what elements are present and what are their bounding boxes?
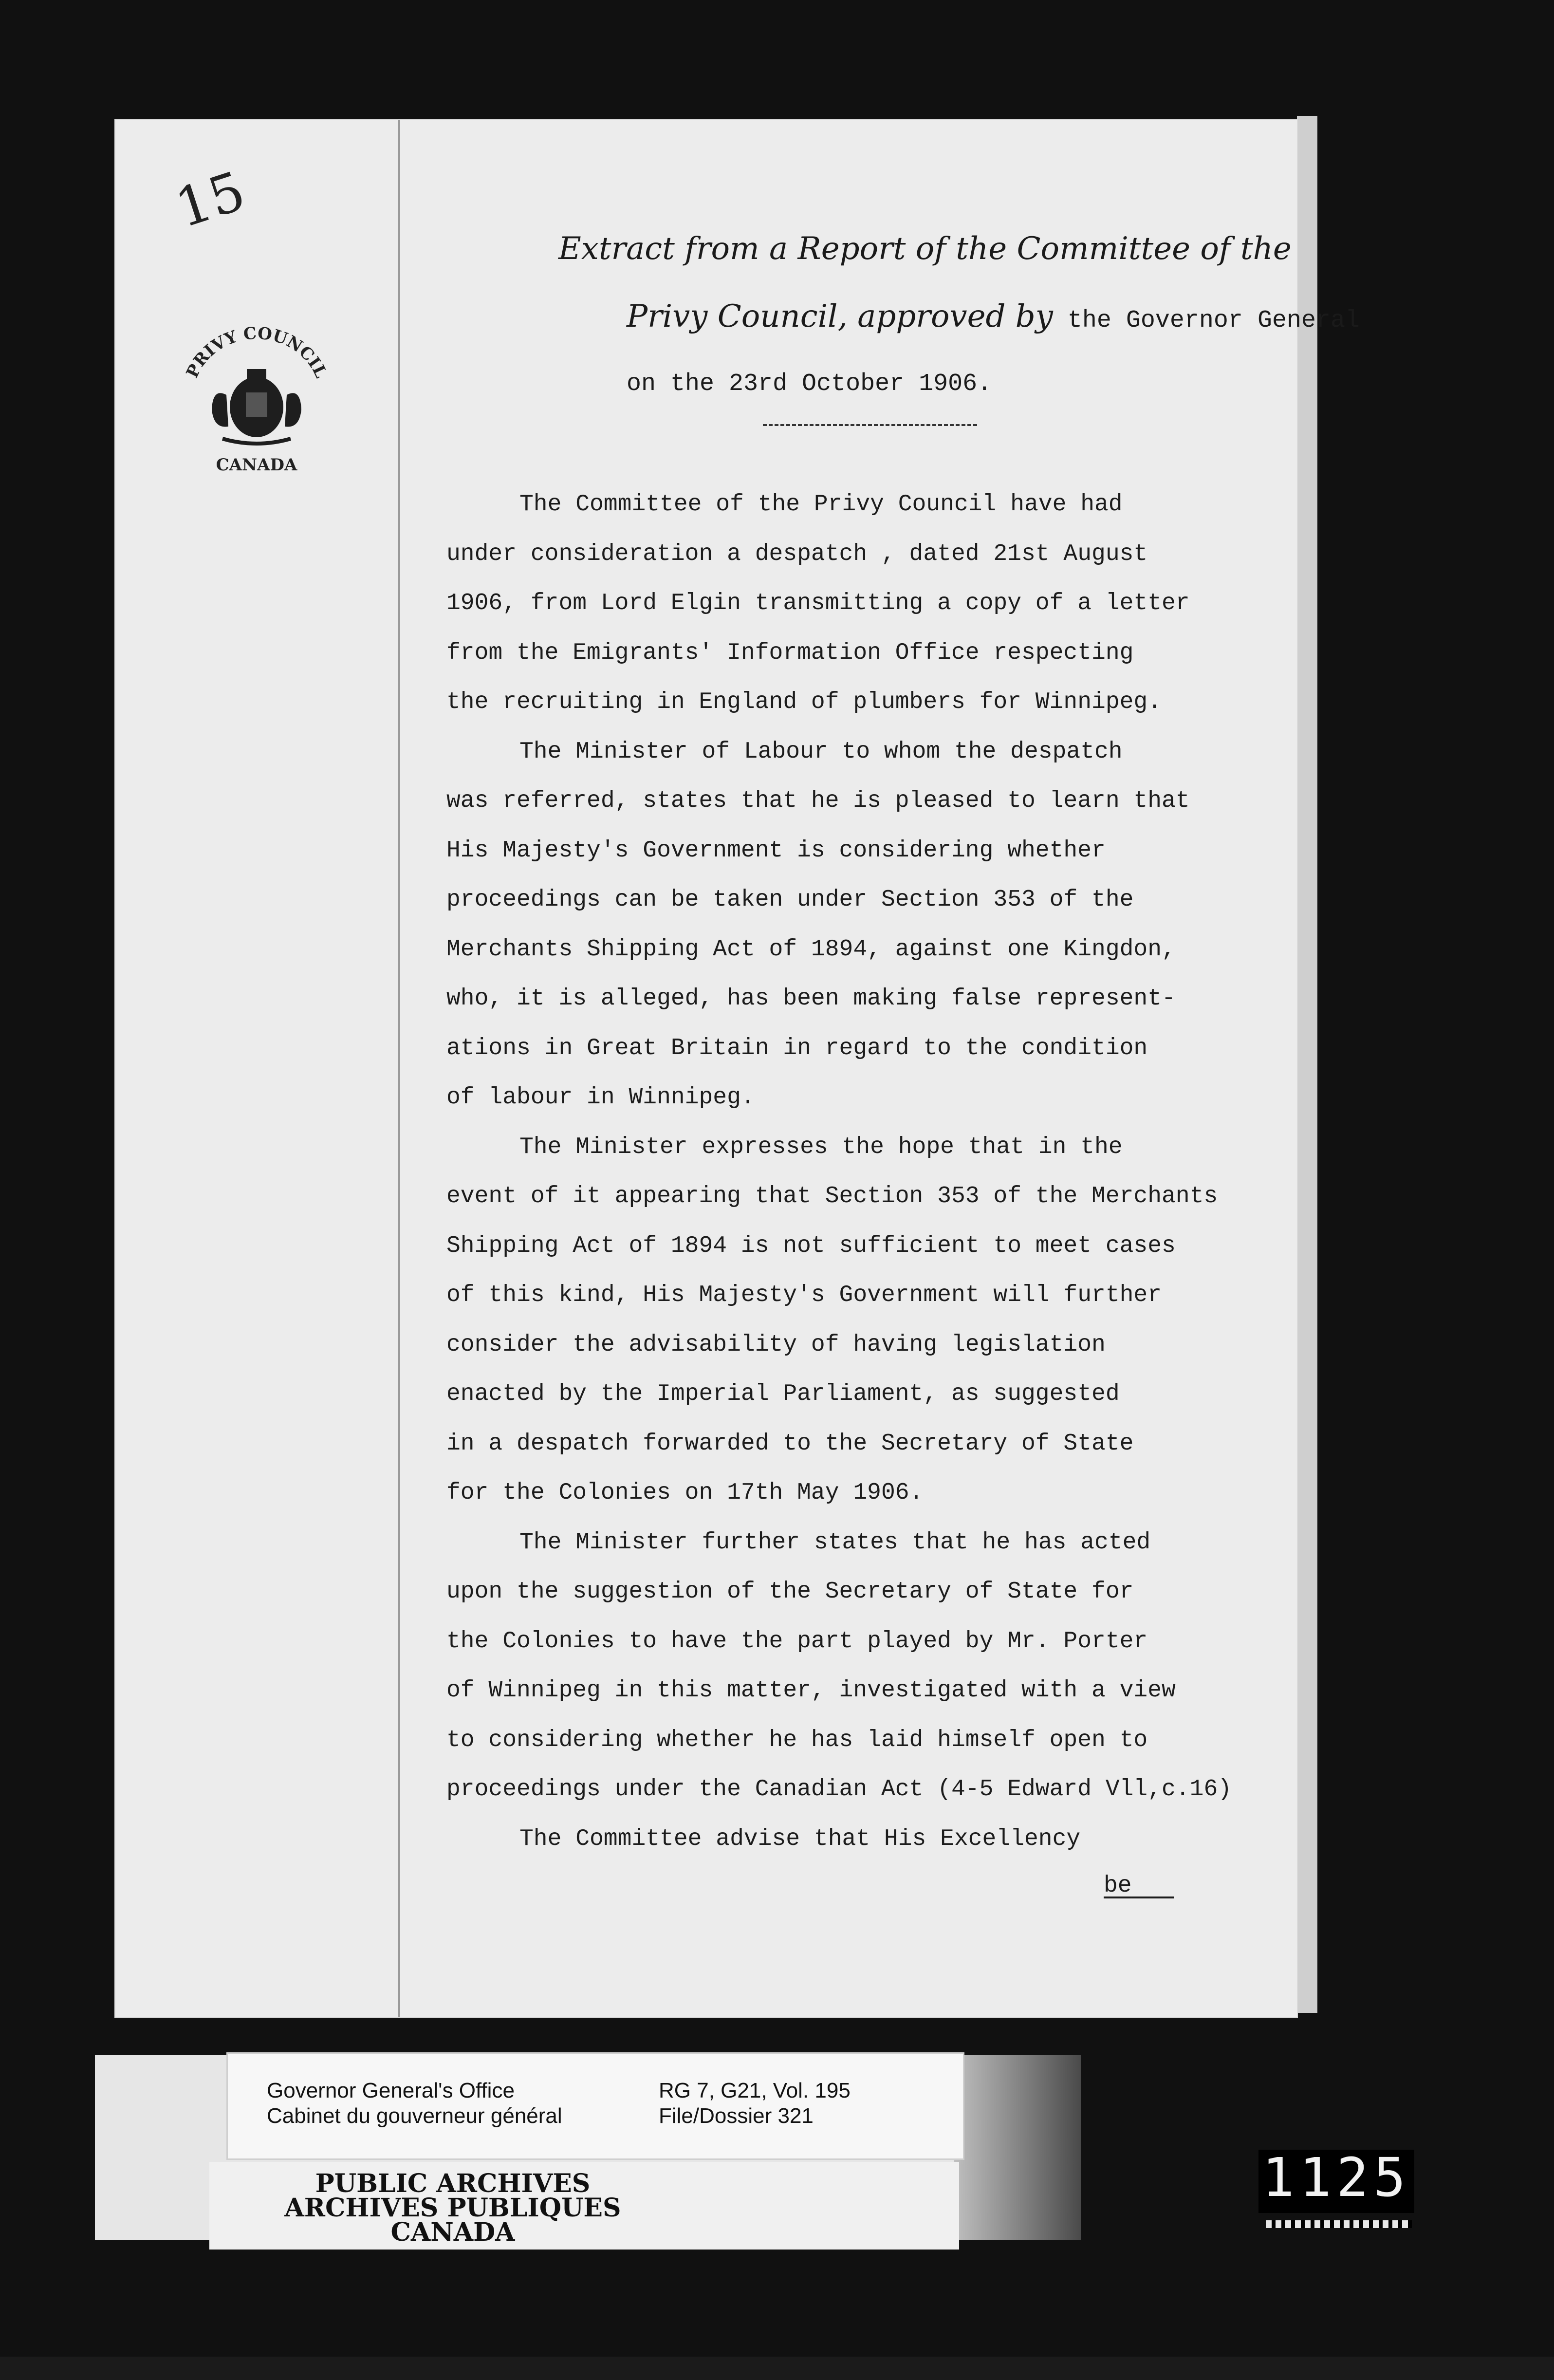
body-line: proceedings under the Canadian Act (4-5 Edward Vll,c.16)	[446, 1776, 1232, 1803]
privy-council-seal	[174, 324, 339, 480]
reference-numbers	[659, 2078, 851, 2129]
office-name-en: Governor General's Office	[267, 2079, 515, 2102]
body-line: ations in Great Britain in regard to the condition	[446, 1035, 1148, 1061]
frame-number-box	[1258, 2146, 1414, 2213]
seal-top-text: PRIVY COUNCIL	[182, 324, 331, 381]
body-line: enacted by the Imperial Parliament, as suggested	[446, 1381, 1120, 1407]
separator-rule	[763, 424, 977, 426]
archives-stamp	[209, 2162, 959, 2250]
record-group-reference: RG 7, G21, Vol. 195	[659, 2079, 851, 2102]
catchword: be	[1104, 1873, 1132, 1899]
body-line: 1906, from Lord Elgin transmitting a copy of a letter	[446, 590, 1190, 616]
body-line: of Winnipeg in this matter, investigated with a view	[446, 1677, 1176, 1704]
body-line: Merchants Shipping Act of 1894, against one Kingdon,	[446, 936, 1176, 963]
archive-label-shadow	[954, 2055, 1081, 2240]
body-line: in a despatch forwarded to the Secretary of State	[446, 1430, 1134, 1457]
body-line: for the Colonies on 17th May 1906.	[446, 1480, 924, 1506]
body-line: The Minister expresses the hope that in the	[519, 1134, 1123, 1160]
body-line: was referred, states that he is pleased to learn that	[446, 788, 1190, 814]
document-heading	[437, 217, 1360, 416]
body-line: under consideration a despatch , dated 21st August	[446, 540, 1148, 567]
body-line: consider the advisability of having legislation	[446, 1331, 1106, 1358]
film-bottom-edge	[0, 2357, 1554, 2380]
royal-coat-of-arms-icon	[212, 369, 301, 444]
file-reference: File/Dossier 321	[659, 2104, 814, 2128]
heading-line-2	[437, 285, 1360, 353]
body-line: who, it is alleged, has been making false represent-	[446, 985, 1176, 1012]
heading-line-1	[437, 217, 1294, 285]
archives-stamp-line-1: PUBLIC ARCHIVES	[315, 2169, 591, 2198]
heading-line-3: on the 23rd October 1906.	[627, 370, 992, 398]
body-line: The Committee advise that His Excellency	[519, 1825, 1081, 1852]
body-line: The Committee of the Privy Council have had	[519, 491, 1123, 518]
body-line: upon the suggestion of the Secretary of State for	[446, 1579, 1134, 1605]
film-sprocket-strip	[1266, 2220, 1412, 2228]
document-body	[446, 480, 1323, 1864]
body-line: event of it appearing that Section 353 of the Merchants	[446, 1183, 1218, 1209]
frame-number: 1125	[1262, 2146, 1411, 2209]
document-page	[115, 120, 1360, 2017]
body-line: the recruiting in England of plumbers for Winnipeg.	[446, 689, 1162, 715]
folio-number: 15	[168, 159, 253, 240]
heading-script-line-1: Extract from a Report of the Committee of the	[558, 231, 1292, 267]
reference-label	[226, 2052, 964, 2160]
body-line: the Colonies to have the part played by Mr. Porter	[446, 1628, 1148, 1655]
body-line: from the Emigrants' Information Office respecting	[446, 639, 1134, 666]
archives-stamp-text	[209, 2169, 696, 2247]
body-line: The Minister of Labour to whom the despatch	[519, 738, 1123, 765]
margin-rule	[398, 120, 400, 2017]
body-line: to considering whether he has laid himself open to	[446, 1727, 1148, 1753]
body-line: The Minister further states that he has acted	[519, 1529, 1151, 1556]
body-line: proceedings can be taken under Section 353 of the	[446, 887, 1134, 913]
archives-stamp-line-3: CANADA	[390, 2217, 515, 2247]
body-line: Shipping Act of 1894 is not sufficient to meet cases	[446, 1232, 1176, 1259]
heading-script-line-2: Privy Council, approved by	[627, 298, 1053, 335]
body-line: His Majesty's Government is considering whether	[446, 837, 1106, 864]
body-line: of this kind, His Majesty's Government will further	[446, 1282, 1162, 1308]
office-names	[267, 2078, 562, 2129]
body-line: of labour in Winnipeg.	[446, 1084, 755, 1111]
heading-typed-line-2: the Governor General	[1053, 307, 1360, 335]
archives-stamp-line-2: ARCHIVES PUBLIQUES	[284, 2193, 621, 2223]
seal-bottom-text: CANADA	[216, 455, 297, 475]
office-name-fr: Cabinet du gouverneur général	[267, 2104, 562, 2128]
